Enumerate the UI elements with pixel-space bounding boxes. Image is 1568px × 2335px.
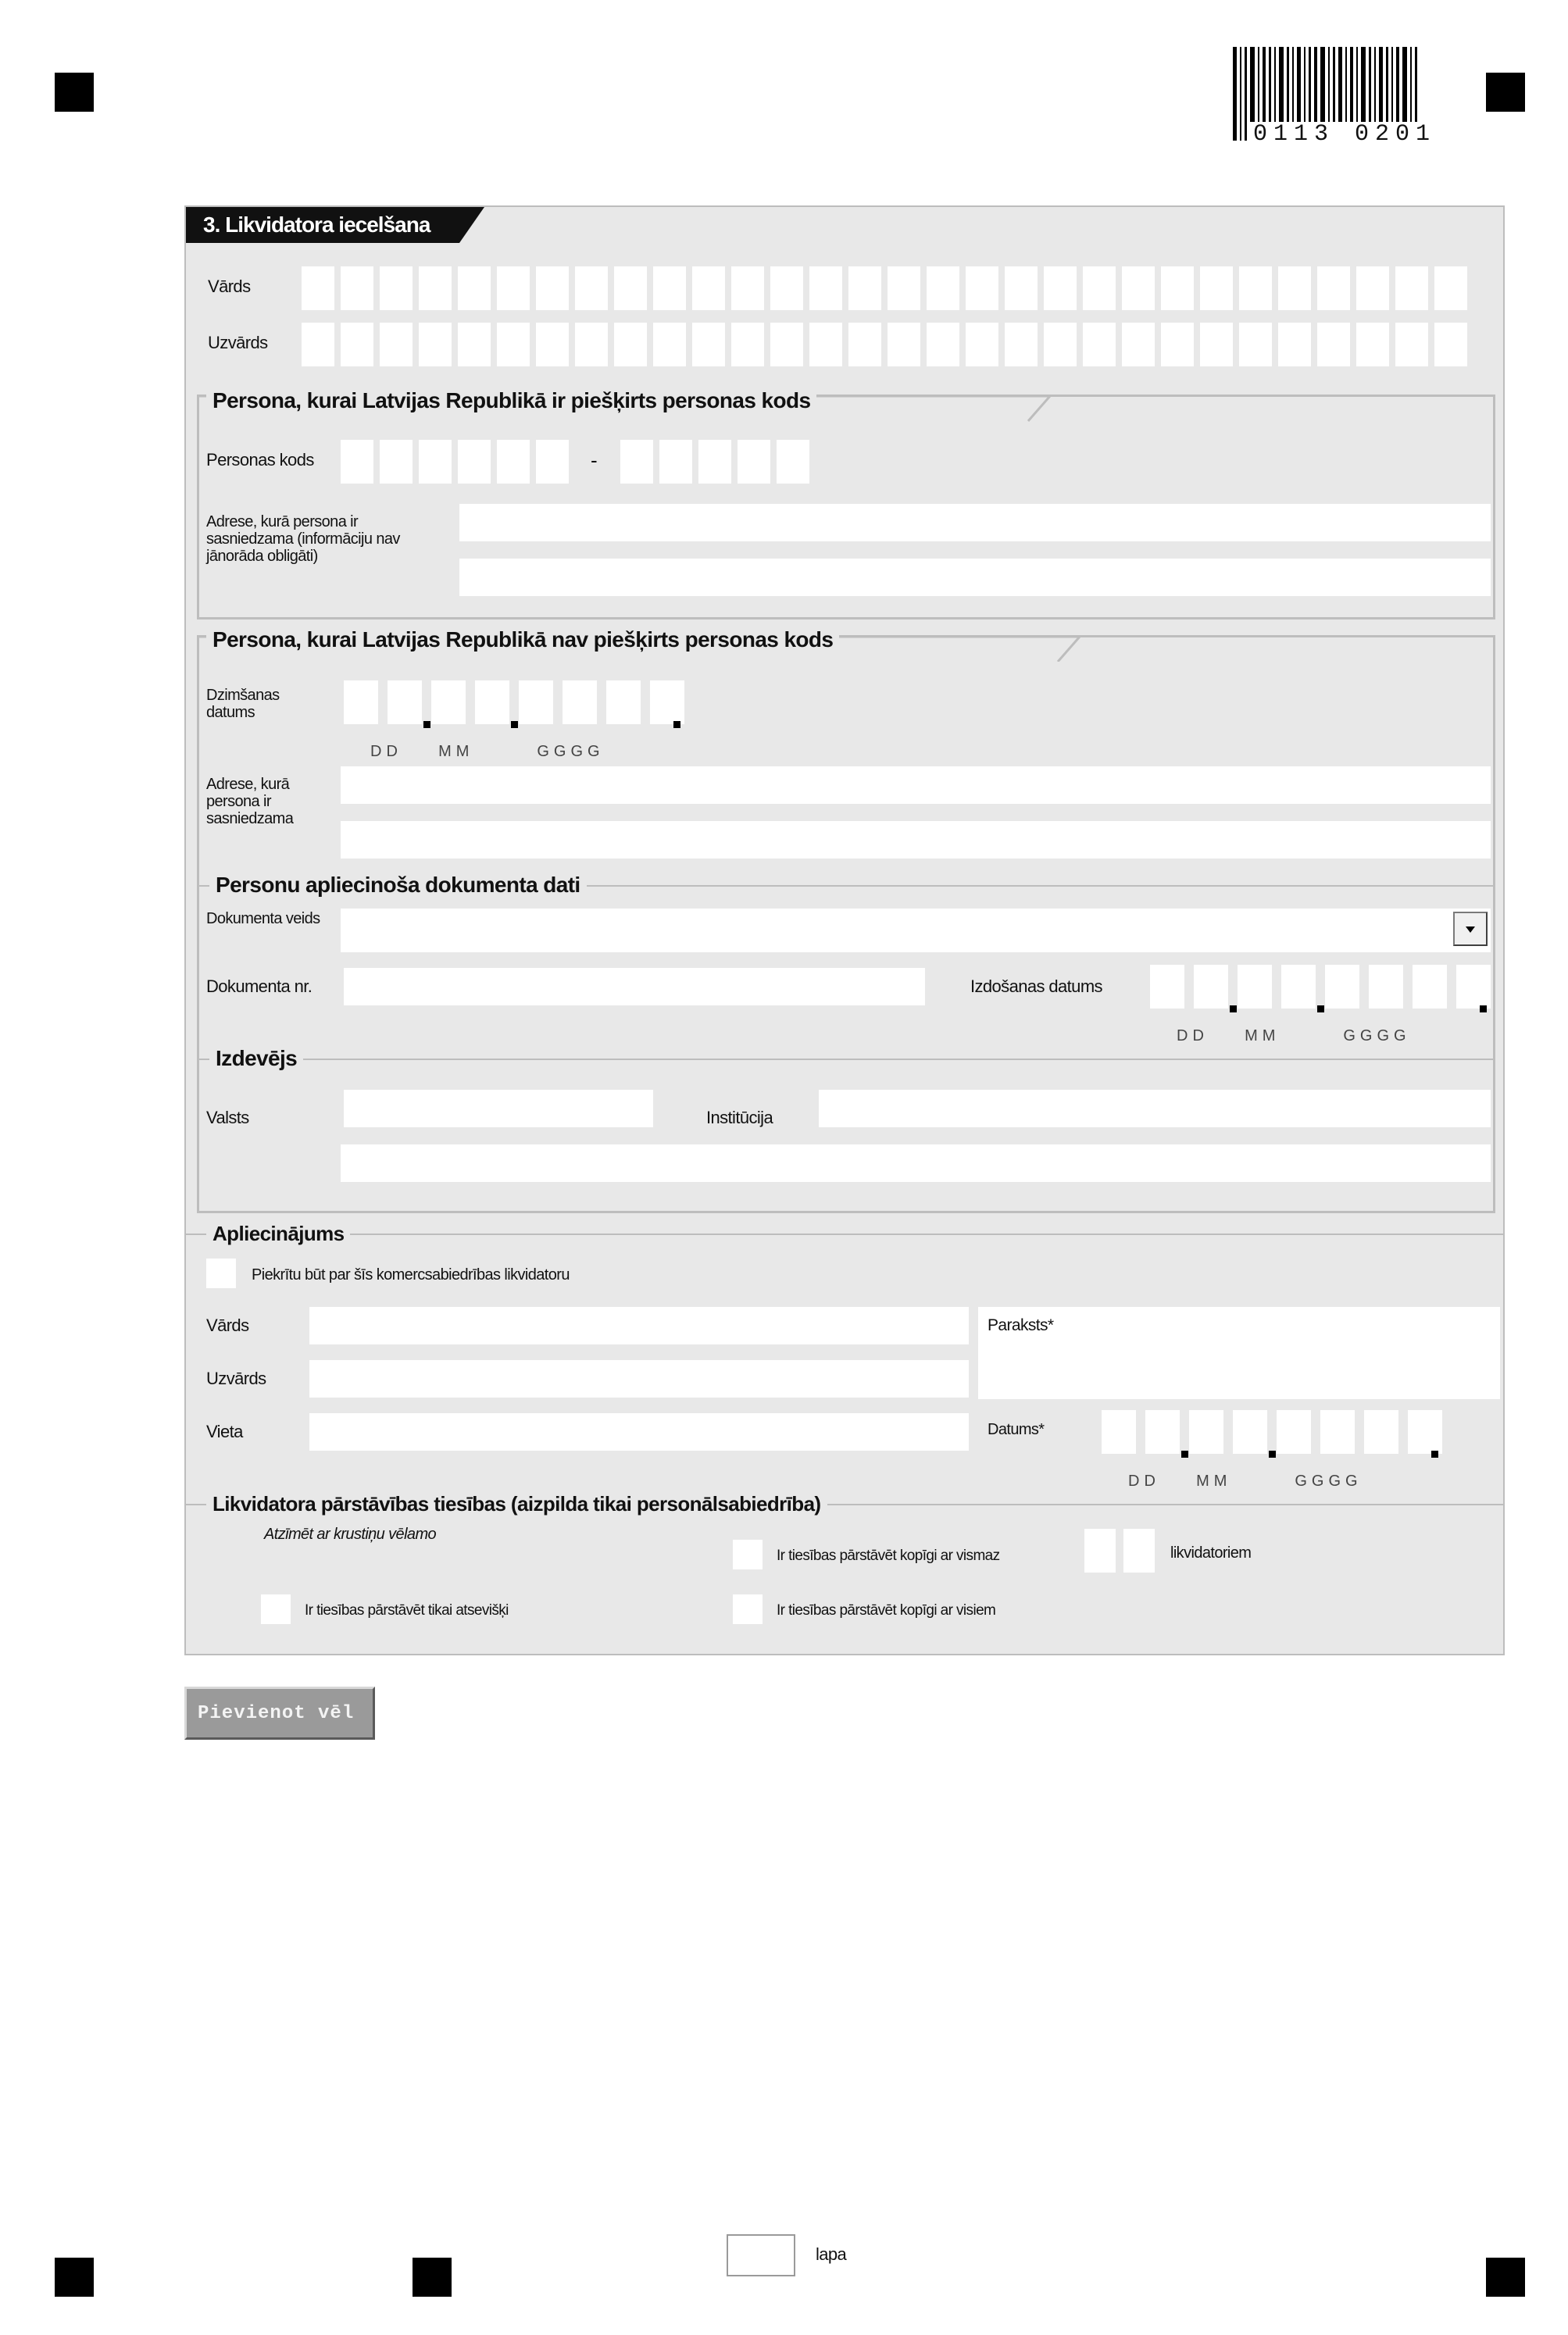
char-cell[interactable]: [536, 266, 569, 310]
confirmation-title: Apliecinājums: [206, 1221, 350, 1246]
char-cell[interactable]: [1123, 1529, 1155, 1573]
resident-address-field-1[interactable]: [459, 504, 1491, 541]
char-cell[interactable]: [1238, 965, 1272, 1009]
page-label: lapa: [816, 2244, 847, 2264]
char-cell[interactable]: [1456, 965, 1491, 1009]
barcode-bar: [1245, 47, 1247, 141]
place-label: Vieta: [206, 1422, 243, 1441]
char-cell[interactable]: [770, 266, 803, 310]
confirm-date-dot-1: [1181, 1451, 1188, 1458]
form-panel: [184, 205, 1505, 1655]
registration-mark-bottom-right: [1486, 2258, 1525, 2297]
agree-label: Piekrītu būt par šīs komercsabiedrības likvidatoru: [252, 1266, 570, 1284]
char-cell[interactable]: [770, 323, 803, 366]
birth-date-dot-2: [511, 721, 518, 728]
char-cell[interactable]: [302, 266, 334, 310]
signature-box[interactable]: [978, 1307, 1500, 1399]
birth-date-cells[interactable]: [344, 680, 684, 724]
jointly-all-checkbox[interactable]: [733, 1594, 763, 1624]
confirm-date-label: Datums*: [988, 1421, 1045, 1438]
char-cell[interactable]: [1356, 266, 1389, 310]
char-cell[interactable]: [1395, 323, 1428, 366]
personal-code-part2-cells[interactable]: [620, 440, 809, 484]
char-cell[interactable]: [659, 440, 692, 484]
char-cell[interactable]: [777, 440, 809, 484]
char-cell[interactable]: [458, 266, 491, 310]
personal-code-label: Personas kods: [206, 450, 314, 469]
char-cell[interactable]: [1277, 1410, 1311, 1454]
section-title: 3. Likvidatora iecelšana: [203, 212, 430, 237]
char-cell[interactable]: [1145, 1410, 1180, 1454]
char-cell[interactable]: [419, 266, 452, 310]
char-cell[interactable]: [1408, 1410, 1442, 1454]
birth-date-label: Dzimšanas datums: [206, 687, 280, 721]
char-cell[interactable]: [1084, 1529, 1116, 1573]
first-name-label: Vārds: [208, 277, 251, 296]
institution-label: Institūcija: [706, 1108, 773, 1127]
char-cell[interactable]: [809, 266, 842, 310]
char-cell[interactable]: [1317, 323, 1350, 366]
char-cell[interactable]: [1161, 323, 1194, 366]
separately-label: Ir tiesības pārstāvēt tikai atsevišķi: [305, 1602, 509, 1619]
char-cell[interactable]: [1434, 323, 1467, 366]
char-cell[interactable]: [1044, 266, 1077, 310]
page-number-box[interactable]: [727, 2234, 795, 2276]
issue-date-dot-3: [1480, 1005, 1487, 1012]
char-cell[interactable]: [1413, 965, 1447, 1009]
char-cell[interactable]: [614, 323, 647, 366]
char-cell[interactable]: [1083, 266, 1116, 310]
doc-type-select[interactable]: [341, 909, 1491, 952]
char-cell[interactable]: [1317, 266, 1350, 310]
char-cell[interactable]: [1320, 1410, 1355, 1454]
issue-date-format-hint: DD MM GGGG: [1177, 1027, 1411, 1044]
nonresident-group-title: Persona, kurai Latvijas Republikā nav piešķirts personas kods: [206, 627, 839, 652]
issue-date-label: Izdošanas datums: [970, 976, 1102, 996]
char-cell[interactable]: [563, 680, 597, 724]
chevron-down-icon: [1455, 913, 1486, 944]
agree-checkbox[interactable]: [206, 1259, 236, 1288]
char-cell[interactable]: [620, 440, 653, 484]
char-cell[interactable]: [698, 440, 731, 484]
personal-code-part1-cells[interactable]: [341, 440, 569, 484]
char-cell[interactable]: [1281, 965, 1316, 1009]
issue-date-dot-1: [1230, 1005, 1237, 1012]
char-cell[interactable]: [341, 323, 373, 366]
char-cell[interactable]: [927, 323, 959, 366]
representation-instruction: Atzīmēt ar krustiņu vēlamo: [264, 1526, 437, 1543]
jointly-at-least-label: Ir tiesības pārstāvēt kopīgi ar vismaz: [777, 1548, 1000, 1564]
char-cell[interactable]: [692, 266, 725, 310]
char-cell[interactable]: [1083, 323, 1116, 366]
barcode-digits: 0113 0201: [1250, 122, 1439, 147]
issue-date-cells[interactable]: [1150, 965, 1491, 1009]
personal-code-dash: -: [591, 448, 598, 472]
char-cell[interactable]: [475, 680, 509, 724]
country-field[interactable]: [344, 1090, 653, 1127]
char-cell[interactable]: [1005, 266, 1038, 310]
confirm-first-name-label: Vārds: [206, 1316, 249, 1335]
confirm-last-name-label: Uzvārds: [206, 1369, 266, 1388]
char-cell[interactable]: [1233, 1410, 1267, 1454]
issuer-subgroup-title: Izdevējs: [209, 1046, 303, 1071]
char-cell[interactable]: [519, 680, 553, 724]
char-cell[interactable]: [497, 440, 530, 484]
char-cell[interactable]: [848, 323, 881, 366]
confirm-date-cells[interactable]: [1102, 1410, 1442, 1454]
last-name-label: Uzvārds: [208, 333, 268, 352]
char-cell[interactable]: [1364, 1410, 1398, 1454]
char-cell[interactable]: [650, 680, 684, 724]
confirm-date-dot-2: [1269, 1451, 1276, 1458]
nonresident-address-field-2[interactable]: [341, 821, 1491, 859]
char-cell[interactable]: [1102, 1410, 1136, 1454]
doc-number-label: Dokumenta nr.: [206, 976, 313, 996]
char-cell[interactable]: [1189, 1410, 1223, 1454]
resident-group-title: Persona, kurai Latvijas Republikā ir piešķirts personas kods: [206, 388, 816, 413]
jointly-at-least-checkbox[interactable]: [733, 1540, 763, 1569]
char-cell[interactable]: [341, 266, 373, 310]
char-cell[interactable]: [419, 440, 452, 484]
country-label: Valsts: [206, 1108, 249, 1127]
char-cell[interactable]: [344, 680, 378, 724]
doc-number-field[interactable]: [344, 968, 925, 1005]
char-cell[interactable]: [1161, 266, 1194, 310]
char-cell[interactable]: [536, 440, 569, 484]
barcode: [1233, 47, 1448, 152]
doc-type-label: Dokumenta veids: [206, 910, 320, 927]
registration-mark-top-right: [1486, 73, 1525, 112]
nonresident-address-label: Adrese, kurā persona ir sasniedzama: [206, 776, 294, 827]
confirm-first-name-field[interactable]: [309, 1307, 969, 1344]
char-cell[interactable]: [653, 266, 686, 310]
place-field[interactable]: [309, 1413, 969, 1451]
char-cell[interactable]: [848, 266, 881, 310]
char-cell[interactable]: [1200, 323, 1233, 366]
add-more-button[interactable]: [184, 1687, 375, 1740]
birth-date-dot-3: [673, 721, 680, 728]
char-cell[interactable]: [1278, 266, 1311, 310]
char-cell[interactable]: [738, 440, 770, 484]
jointly-all-label: Ir tiesības pārstāvēt kopīgi ar visiem: [777, 1602, 996, 1619]
barcode-bar: [1240, 47, 1241, 141]
char-cell[interactable]: [966, 266, 998, 310]
char-cell[interactable]: [1278, 323, 1311, 366]
char-cell[interactable]: [927, 266, 959, 310]
first-name-cells[interactable]: [302, 266, 1467, 310]
char-cell[interactable]: [809, 323, 842, 366]
add-more-button-label: Pievienot vēl: [198, 1703, 355, 1724]
birth-date-dot-1: [423, 721, 430, 728]
char-cell[interactable]: [341, 440, 373, 484]
resident-address-field-2[interactable]: [459, 559, 1491, 596]
confirm-date-format-hint: DD MM GGGG: [1128, 1473, 1363, 1490]
registration-mark-top-left: [55, 73, 94, 112]
char-cell[interactable]: [1150, 965, 1184, 1009]
issuer-subgroup-line: [197, 1059, 1495, 1060]
char-cell[interactable]: [692, 323, 725, 366]
char-cell[interactable]: [888, 266, 920, 310]
char-cell[interactable]: [575, 323, 608, 366]
char-cell[interactable]: [302, 323, 334, 366]
barcode-bar: [1233, 47, 1237, 141]
char-cell[interactable]: [419, 323, 452, 366]
nonresident-address-field-1[interactable]: [341, 766, 1491, 804]
char-cell[interactable]: [1194, 965, 1228, 1009]
char-cell[interactable]: [1434, 266, 1467, 310]
char-cell[interactable]: [966, 323, 998, 366]
issue-date-dot-2: [1317, 1005, 1324, 1012]
confirm-date-dot-3: [1431, 1451, 1438, 1458]
document-subgroup-title: Personu apliecinoša dokumenta dati: [209, 873, 587, 898]
char-cell[interactable]: [1325, 965, 1359, 1009]
confirm-last-name-field[interactable]: [309, 1360, 969, 1398]
char-cell[interactable]: [458, 323, 491, 366]
char-cell[interactable]: [575, 266, 608, 310]
char-cell[interactable]: [1395, 266, 1428, 310]
char-cell[interactable]: [1239, 323, 1272, 366]
char-cell[interactable]: [458, 440, 491, 484]
jointly-suffix-label: likvidatoriem: [1170, 1544, 1252, 1562]
registration-mark-bottom-left: [55, 2258, 94, 2297]
institution-field[interactable]: [819, 1090, 1491, 1127]
char-cell[interactable]: [536, 323, 569, 366]
char-cell[interactable]: [1369, 965, 1403, 1009]
last-name-cells[interactable]: [302, 323, 1467, 366]
char-cell[interactable]: [497, 266, 530, 310]
char-cell[interactable]: [888, 323, 920, 366]
char-cell[interactable]: [497, 323, 530, 366]
char-cell[interactable]: [1044, 323, 1077, 366]
char-cell[interactable]: [380, 440, 413, 484]
confirmation-line: [186, 1234, 1505, 1235]
char-cell[interactable]: [388, 680, 422, 724]
char-cell[interactable]: [1005, 323, 1038, 366]
separately-checkbox[interactable]: [261, 1594, 291, 1624]
char-cell[interactable]: [380, 266, 413, 310]
signature-label: Paraksts*: [988, 1316, 1054, 1334]
representation-title: Likvidatora pārstāvības tiesības (aizpilda tikai personālsabiedrība): [206, 1491, 827, 1516]
birth-date-format-hint: DD MM GGGG: [370, 743, 605, 760]
registration-mark-bottom-middle: [413, 2258, 452, 2297]
doc-type-dropdown-button[interactable]: [1453, 912, 1488, 946]
char-cell[interactable]: [731, 266, 764, 310]
char-cell[interactable]: [1122, 266, 1155, 310]
char-cell[interactable]: [1239, 266, 1272, 310]
char-cell[interactable]: [431, 680, 466, 724]
issuer-extra-field[interactable]: [341, 1144, 1491, 1182]
char-cell[interactable]: [614, 266, 647, 310]
char-cell[interactable]: [1200, 266, 1233, 310]
char-cell[interactable]: [731, 323, 764, 366]
char-cell[interactable]: [606, 680, 641, 724]
char-cell[interactable]: [1356, 323, 1389, 366]
char-cell[interactable]: [653, 323, 686, 366]
resident-address-label: Adrese, kurā persona ir sasniedzama (informāciju nav jānorāda obligāti): [206, 513, 400, 565]
char-cell[interactable]: [1122, 323, 1155, 366]
jointly-count-cells[interactable]: [1084, 1529, 1155, 1573]
char-cell[interactable]: [380, 323, 413, 366]
